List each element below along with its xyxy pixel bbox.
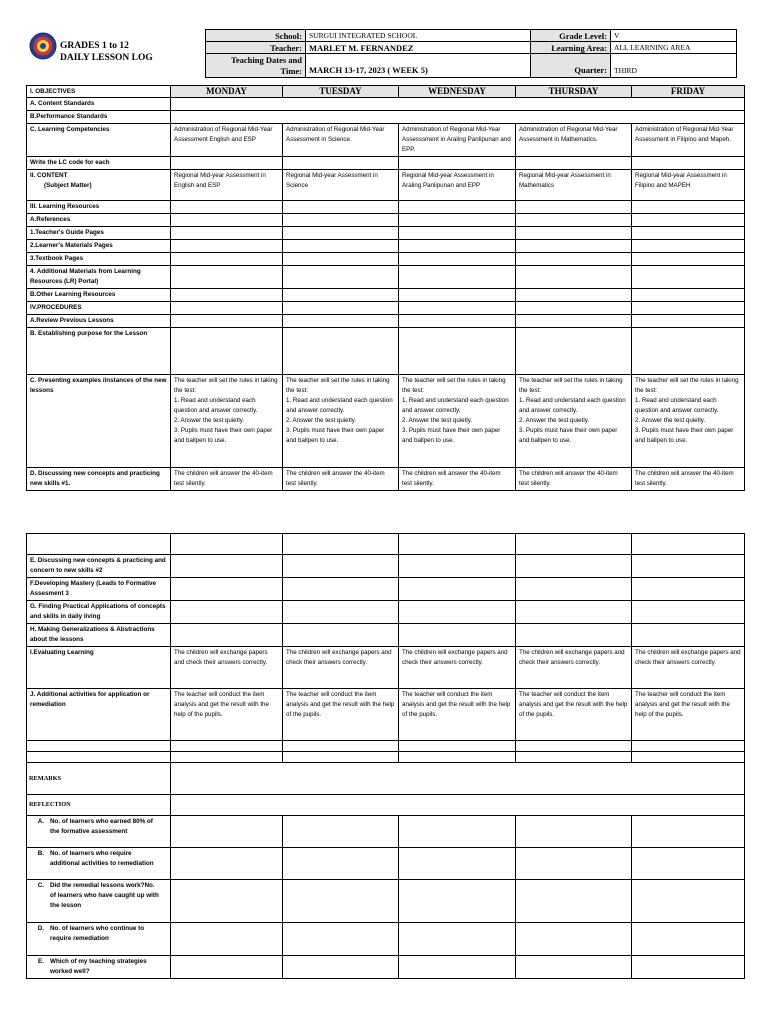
day-friday: FRIDAY [632,86,745,98]
presenting-rule-3: 3. Pupils must have their own paper and ballpen to use. [519,427,618,444]
reflection-heading: REFLECTION [27,795,171,816]
content-label-2: (Subject Matter) [44,182,92,189]
practical-tuesday [283,601,399,624]
tb-pages-label: 3.Textbook Pages [27,253,171,266]
am-tuesday [283,266,399,289]
spacer-row-1 [27,741,171,752]
rd-monday [171,923,283,956]
practical-wednesday [399,601,516,624]
am-wednesday [399,266,516,289]
reflection-cell [171,795,745,816]
day-tuesday: TUESDAY [283,86,399,98]
presenting-intro: The teacher will set the rules in taking the test: [402,377,506,394]
review-friday [632,315,745,328]
ra-wednesday [399,816,516,848]
lm-pages-label: 2.Learner's Materials Pages [27,240,171,253]
lm-tuesday [283,240,399,253]
blank-wednesday [399,534,516,555]
other-resources-label: B.Other Learning Resources [27,289,171,302]
presenting-rule-2: 2. Answer the test quietly. [519,417,590,424]
ra-monday [171,816,283,848]
presenting-label: C. Presenting examples /instances of the new lessons [27,375,171,468]
tb-tuesday [283,253,399,266]
sp1-wednesday [399,741,516,752]
proc-monday [171,302,283,315]
learning-competencies-label: C. Learning Competencies [27,124,171,157]
blank-row-label [27,534,171,555]
title-line-2: DAILY LESSON LOG [60,53,153,63]
discussing-monday: The children will answer the 40-item test silently. [171,468,283,491]
presenting-rule-2: 2. Answer the test quietly. [635,417,706,424]
presenting-intro: The teacher will set the rules in taking the test: [519,377,623,394]
gen-thursday [516,624,632,647]
practical-friday [632,601,745,624]
sp2-tuesday [283,752,399,763]
presenting-rule-2: 2. Answer the test quietly. [174,417,245,424]
practical-label: G. Finding Practical Applications of concepts and skills in daily living [27,601,171,624]
discussing-thursday: The children will answer the 40-item test silently. [516,468,632,491]
practical-monday [171,601,283,624]
content-standards-cell [171,98,745,111]
references-label: A.References [27,214,171,227]
presenting-rule-1: 1. Read and understand each question and answer correctly. [635,397,719,414]
rb-monday [171,848,283,880]
tb-friday [632,253,745,266]
competency-wednesday: Administration of Regional Mid-Year Assesssment in Araling Panlipunan and EPP. [399,124,516,157]
presenting-intro: The teacher will set the rules in taking the test: [174,377,278,394]
day-monday: MONDAY [171,86,283,98]
olr-wednesday [399,289,516,302]
evaluating-thursday: The children will exchange papers and check their answers correctly. [516,647,632,689]
purpose-tuesday [283,328,399,375]
reflection-item-c [27,880,171,923]
am-monday [171,266,283,289]
additional-wednesday: The teacher will conduct the item analysis and get the result with the help of the pupils. [399,689,516,741]
presenting-rule-3: 3. Pupils must have their own paper and ballpen to use. [286,427,385,444]
blank-tuesday [283,534,399,555]
disc2-thursday [516,555,632,578]
reflection-text: Which of my teaching strategies worked well? [50,958,147,975]
proc-friday [632,302,745,315]
rb-thursday [516,848,632,880]
olr-tuesday [283,289,399,302]
teacher-value: MARLET M. FERNANDEZ [306,42,531,54]
additional-tuesday: The teacher will conduct the item analysis and get the result with the help of the pupils. [283,689,399,741]
purpose-monday [171,328,283,375]
school-label: School: [206,30,306,42]
purpose-friday [632,328,745,375]
discussing-wednesday: The children will answer the 40-item test silently. [399,468,516,491]
rc-wednesday [399,880,516,923]
presenting-rule-2: 2. Answer the test quietly. [402,417,473,424]
tb-wednesday [399,253,516,266]
evaluating-wednesday: The children will exchange papers and check their answers correctly. [399,647,516,689]
disc2-tuesday [283,555,399,578]
reflection-text: No. of learners who continue to require remediation [50,925,145,942]
content-tuesday: Regional Mid-year Assessment in Science [283,170,399,201]
presenting-rule-3: 3. Pupils must have their own paper and ballpen to use. [402,427,501,444]
dates-value: MARCH 13-17, 2023 ( WEEK 5) [306,54,531,78]
presenting-rule-3: 3. Pupils must have their own paper and ballpen to use. [174,427,273,444]
grade-value: V [611,30,737,42]
day-thursday: THURSDAY [516,86,632,98]
content-friday: Regional Mid-year Assessment in Filipino and MAPEH [632,170,745,201]
tg-friday [632,227,745,240]
proc-thursday [516,302,632,315]
presenting-intro: The teacher will set the rules in taking the test: [286,377,390,394]
lm-wednesday [399,240,516,253]
rd-friday [632,923,745,956]
presenting-wednesday [399,375,516,468]
performance-standards-cell [171,111,745,124]
lesson-log-title [60,40,153,64]
olr-friday [632,289,745,302]
ref-thursday [516,214,632,227]
presenting-rule-1: 1. Read and understand each question and answer correctly. [519,397,626,414]
review-monday [171,315,283,328]
lc-code-tuesday [283,157,399,170]
reflection-text: No. of learners who require additional activities to remediation [50,850,154,867]
evaluating-tuesday: The children will exchange papers and check their answers correctly. [283,647,399,689]
proc-wednesday [399,302,516,315]
blank-monday [171,534,283,555]
sp1-monday [171,741,283,752]
spacer-row-2 [27,752,171,763]
quarter-label: Quarter: [531,54,611,78]
presenting-tuesday [283,375,399,468]
generalizations-label: H. Making Generalizations & Abstractions about the lessons [27,624,171,647]
presenting-rule-1: 1. Read and understand each question and answer correctly. [286,397,393,414]
review-tuesday [283,315,399,328]
reflection-index: A. [37,818,44,825]
title-line-1: GRADES 1 to 12 [60,41,129,51]
evaluating-label: I.Evaluating Learning [27,647,171,689]
lesson-log-table-2 [26,533,745,979]
competency-thursday: Administration of Regional Mid-Year Assessment in Mathematics. [516,124,632,157]
competency-tuesday: Administration of Regional Mid-Year Assessment in Science. [283,124,399,157]
mastery-label: F.Developing Mastery (Leads to Formative Assesment 3 [27,578,171,601]
disc2-wednesday [399,555,516,578]
ra-friday [632,816,745,848]
reflection-item-e [27,956,171,979]
presenting-friday [632,375,745,468]
sp2-monday [171,752,283,763]
purpose-wednesday [399,328,516,375]
ra-thursday [516,816,632,848]
blank-thursday [516,534,632,555]
lr-friday [632,201,745,214]
presenting-intro: The teacher will set the rules in taking the test: [635,377,739,394]
presenting-monday [171,375,283,468]
reflection-text: Did the remedial lessons work?No. of learners who have caught up with the lesson [50,882,159,909]
presenting-rule-2: 2. Answer the test quietly. [286,417,357,424]
sp2-friday [632,752,745,763]
mastery-monday [171,578,283,601]
tg-monday [171,227,283,240]
remarks-heading: REMARKS [27,763,171,795]
gen-tuesday [283,624,399,647]
re-friday [632,956,745,979]
re-thursday [516,956,632,979]
rb-wednesday [399,848,516,880]
additional-monday: The teacher will conduct the item analysis and get the result with the help of the pupils. [171,689,283,741]
tb-monday [171,253,283,266]
evaluating-monday: The children will exchange papers and check their answers correctly. [171,647,283,689]
gen-wednesday [399,624,516,647]
sp1-thursday [516,741,632,752]
reflection-index: D. [37,925,44,932]
purpose-thursday [516,328,632,375]
ref-monday [171,214,283,227]
rc-tuesday [283,880,399,923]
tg-wednesday [399,227,516,240]
am-thursday [516,266,632,289]
lc-code-thursday [516,157,632,170]
reflection-item-b [27,848,171,880]
school-value: SURGUI INTEGRATED SCHOOL [306,30,531,42]
discussing-friday: The children will answer the 40-item test silently. [632,468,745,491]
lm-friday [632,240,745,253]
header-info-table [205,29,737,78]
practical-thursday [516,601,632,624]
rc-thursday [516,880,632,923]
area-label: Learning Area: [531,42,611,54]
discussing-tuesday: The children will answer the 40-item test silently. [283,468,399,491]
competency-monday: Administration of Regional Mid-Year Assessment English and ESP [171,124,283,157]
reflection-index: C. [37,882,44,889]
competency-friday: Administration of Regional Mid-Year Assessment in Filipino and Mapeh. [632,124,745,157]
gen-friday [632,624,745,647]
am-friday [632,266,745,289]
remarks-cell [171,763,745,795]
tg-tuesday [283,227,399,240]
lc-code-wednesday [399,157,516,170]
ref-tuesday [283,214,399,227]
area-value: ALL LEARNING AREA [611,42,737,54]
content-wednesday: Regional Mid-year Assessment in Araling Panlipunan and EPP [399,170,516,201]
evaluating-friday: The children will exchange papers and check their answers correctly. [632,647,745,689]
lesson-log-table-1 [26,85,745,491]
sp2-wednesday [399,752,516,763]
reflection-item-a [27,816,171,848]
reflection-text: No. of learners who earned 80% of the formative assessment [50,818,153,835]
olr-thursday [516,289,632,302]
proc-tuesday [283,302,399,315]
additional-friday: The teacher will conduct the item analysis and get the result with the help of the pupils. [632,689,745,741]
reflection-item-d [27,923,171,956]
content-label-1: II. CONTENT [30,172,68,179]
mastery-tuesday [283,578,399,601]
content-thursday: Regional Mid-year Assessment in Mathematics [516,170,632,201]
additional-materials-label: 4. Additional Materials from Learning Resources (LR) Portal) [27,266,171,289]
gen-monday [171,624,283,647]
tb-thursday [516,253,632,266]
blank-friday [632,534,745,555]
discussing-1-label: D. Discussing new concepts and practicing new skills #1. [27,468,171,491]
quarter-value: THIRD [611,54,737,78]
mastery-thursday [516,578,632,601]
re-monday [171,956,283,979]
lm-monday [171,240,283,253]
review-label: A.Review Previous Lessons [27,315,171,328]
rc-monday [171,880,283,923]
review-wednesday [399,315,516,328]
sp1-friday [632,741,745,752]
grade-label: Grade Level: [531,30,611,42]
mastery-friday [632,578,745,601]
learning-resources-label: III. Learning Resources [27,201,171,214]
rb-friday [632,848,745,880]
objectives-heading: I. OBJECTIVES [27,86,171,98]
rb-tuesday [283,848,399,880]
review-thursday [516,315,632,328]
tg-thursday [516,227,632,240]
rd-wednesday [399,923,516,956]
lc-code-friday [632,157,745,170]
olr-monday [171,289,283,302]
presenting-rule-1: 1. Read and understand each question and answer correctly. [174,397,258,414]
re-tuesday [283,956,399,979]
presenting-thursday [516,375,632,468]
tg-pages-label: 1.Teacher's Guide Pages [27,227,171,240]
dates-label-2: Time: [280,65,302,76]
lr-thursday [516,201,632,214]
lc-code-monday [171,157,283,170]
lr-monday [171,201,283,214]
presenting-rule-3: 3. Pupils must have their own paper and ballpen to use. [635,427,734,444]
dates-label-1: Teaching Dates and [230,54,302,65]
day-wednesday: WEDNESDAY [399,86,516,98]
sp1-tuesday [283,741,399,752]
discussing-2-label: E. Discussing new concepts & practicing and concern to new skills #2 [27,555,171,578]
reflection-index: E. [38,958,44,965]
ra-tuesday [283,816,399,848]
mastery-wednesday [399,578,516,601]
ref-friday [632,214,745,227]
purpose-label: B. Establishing purpose for the Lesson [27,328,171,375]
dates-label [206,54,306,78]
additional-activities-label: J. Additional activities for application or remediation [27,689,171,741]
procedures-label: IV.PROCEDURES [27,302,171,315]
disc2-friday [632,555,745,578]
rd-tuesday [283,923,399,956]
sp2-thursday [516,752,632,763]
content-monday: Regional Mid-year Assessment in English and ESP [171,170,283,201]
lr-wednesday [399,201,516,214]
disc2-monday [171,555,283,578]
content-standards-label: A. Content Standards [27,98,171,111]
ref-wednesday [399,214,516,227]
lr-tuesday [283,201,399,214]
rc-friday [632,880,745,923]
lc-code-label: Write the LC code for each [27,157,171,170]
deped-seal-logo [29,32,57,60]
teacher-label: Teacher: [206,42,306,54]
reflection-index: B. [37,850,44,857]
lm-thursday [516,240,632,253]
content-label [27,170,171,201]
re-wednesday [399,956,516,979]
rd-thursday [516,923,632,956]
performance-standards-label: B.Performance Standards [27,111,171,124]
presenting-rule-1: 1. Read and understand each question and answer correctly. [402,397,509,414]
additional-thursday: The teacher will conduct the item analysis and get the result with the help of the pupils. [516,689,632,741]
